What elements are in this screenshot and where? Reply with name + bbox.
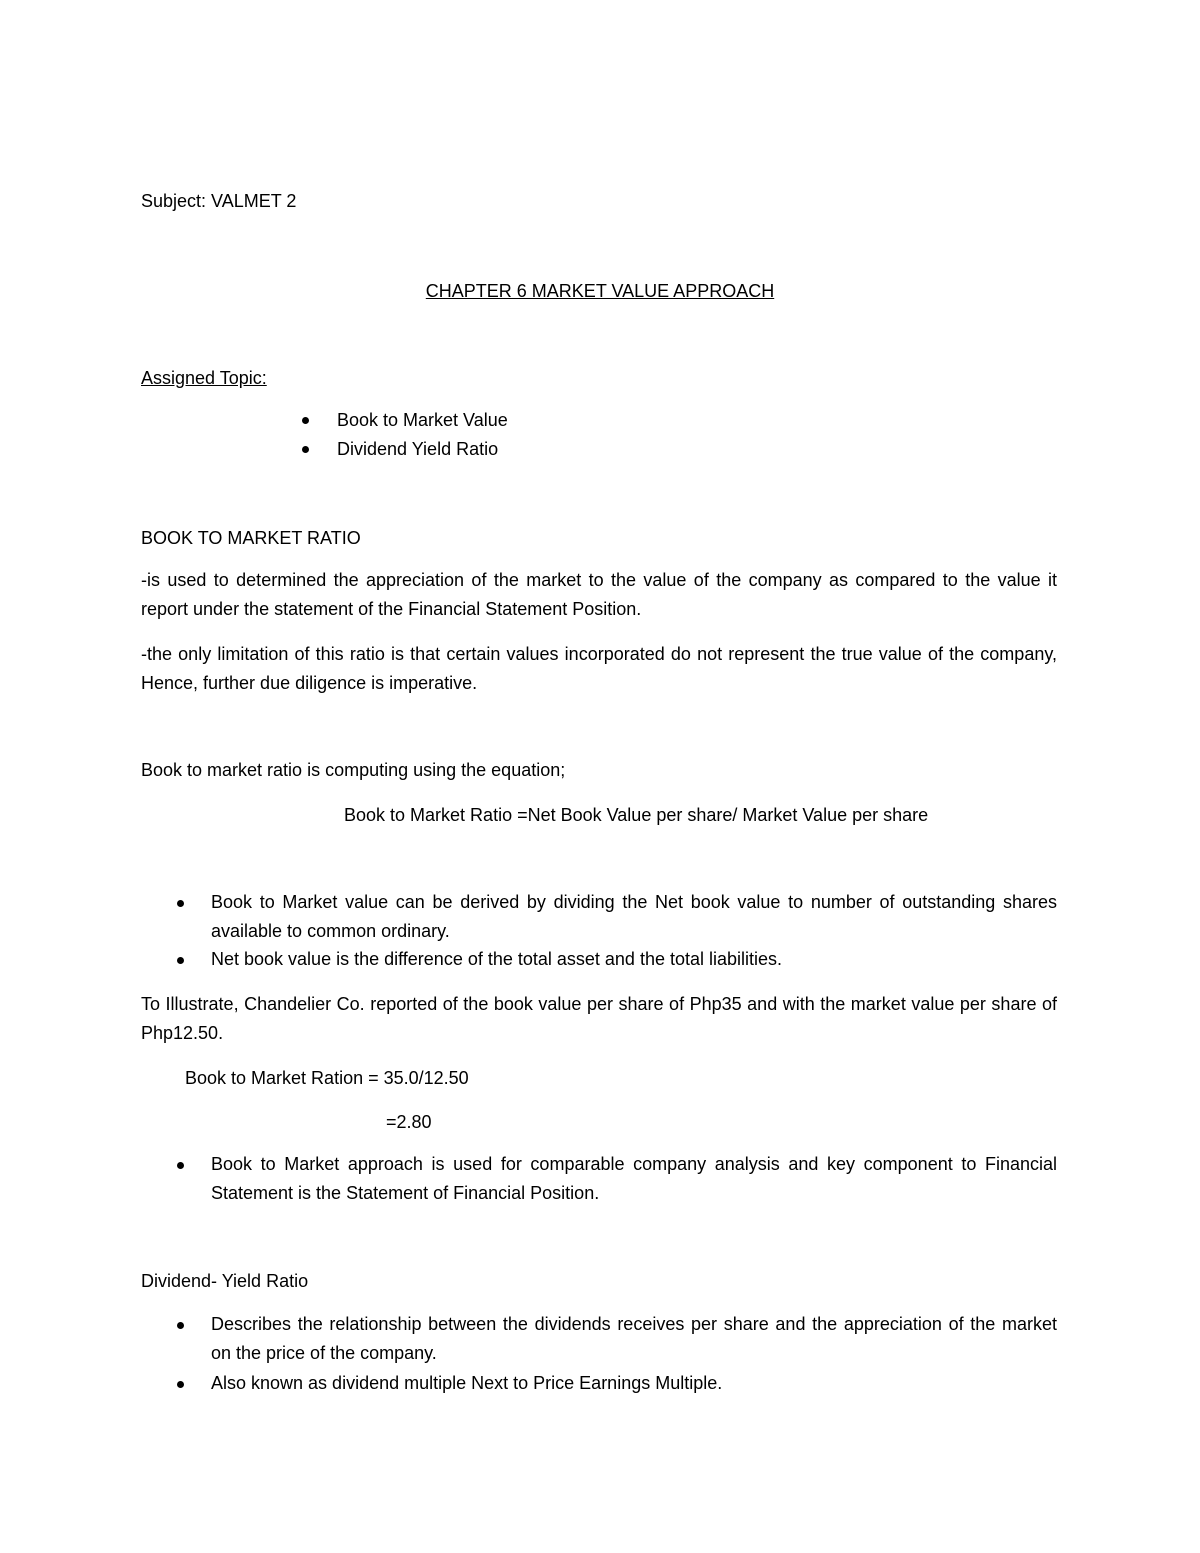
calculation-line: Book to Market Ration = 35.0/12.50 (185, 1068, 469, 1088)
bullet-icon (302, 446, 309, 453)
illustration-paragraph: To Illustrate, Chandelier Co. reported of the book value per share of Php35 and with the market value per share of Php12.50. (141, 994, 1057, 1043)
bullet-icon (177, 900, 184, 907)
list-item: Book to Market approach is used for comparable company analysis and key component to Financial Statement is the Statement of Financial Position. (211, 1154, 1057, 1203)
equation-intro: Book to market ratio is computing using the equation; (141, 760, 566, 780)
subject-line: Subject: VALMET 2 (141, 191, 297, 211)
limitation-paragraph: -the only limitation of this ratio is that certain values incorporated do not represent the true value of the company, Hence, further due diligence is imperative. (141, 644, 1057, 693)
bullet-icon (177, 957, 184, 964)
list-item: Book to Market value can be derived by dividing the Net book value to number of outstanding shares available to common ordinary. (211, 892, 1057, 941)
list-item: Also known as dividend multiple Next to Price Earnings Multiple. (211, 1373, 723, 1393)
bullet-icon (177, 1381, 184, 1388)
assigned-topic-label: Assigned Topic: (141, 368, 267, 388)
definition-paragraph: -is used to determined the appreciation of the market to the value of the company as compared to the value it report under the statement of the Financial Statement Position. (141, 570, 1057, 619)
section-heading-book-to-market: BOOK TO MARKET RATIO (141, 528, 361, 548)
section-heading-dividend-yield: Dividend- Yield Ratio (141, 1271, 309, 1291)
assigned-topic-item: Book to Market Value (337, 410, 508, 430)
bullet-icon (177, 1162, 184, 1169)
equation-text: Book to Market Ratio =Net Book Value per share/ Market Value per share (344, 805, 929, 825)
bullet-icon (177, 1322, 184, 1329)
calculation-result: =2.80 (386, 1112, 432, 1132)
list-item: Describes the relationship between the dividends receives per share and the appreciation of the market on the price of the company. (211, 1314, 1057, 1363)
bullet-icon (302, 417, 309, 424)
list-item: Net book value is the difference of the total asset and the total liabilities. (211, 949, 783, 969)
chapter-title: CHAPTER 6 MARKET VALUE APPROACH (425, 281, 775, 301)
assigned-topic-item: Dividend Yield Ratio (337, 439, 499, 459)
